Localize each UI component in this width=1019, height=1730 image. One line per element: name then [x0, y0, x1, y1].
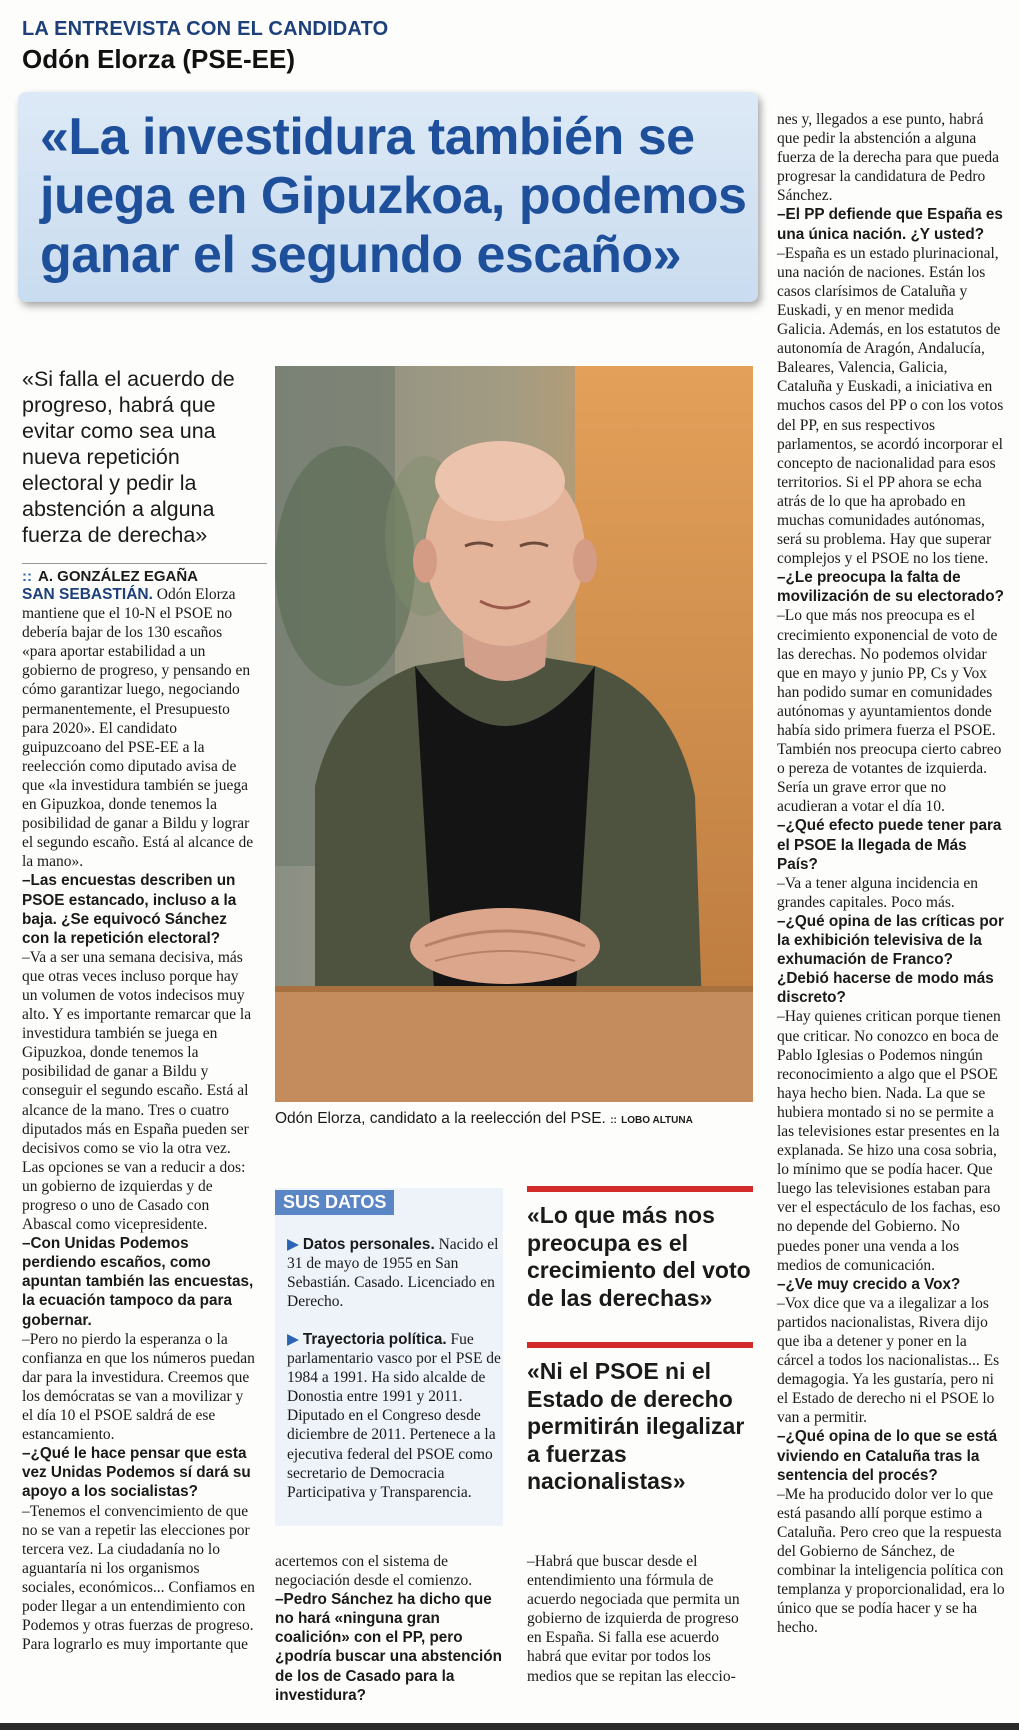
quote-divider — [527, 1186, 753, 1192]
highlight-quote: «Lo que más nos preocupa es el crecimiento del voto de las derechas» — [527, 1202, 751, 1311]
byline-author: A. GONZÁLEZ EGAÑA — [38, 568, 198, 585]
candidate-photo — [275, 366, 753, 1102]
lead-pullquote: «Si falla el acuerdo de progreso, habrá que evitar como sea una nueva repetición electoral y pedir la abstención a alguna fuerza de derecha» — [22, 367, 235, 547]
sus-datos-title: SUS DATOS — [275, 1190, 394, 1215]
headline: «La investidura también se juega en Gipuzkoa, podemos ganar el segundo escaño» — [40, 108, 747, 284]
triangle-bullet-icon: ▶ — [287, 1236, 299, 1253]
sus-datos-item — [287, 1330, 501, 1502]
sus-datos-text: Fue parlamentario vasco por el PSE de 1984 a 1991. Ha sido alcalde de Donostia entre 1991 y 2011. Diputado en el Congreso desde diciembre de 2011. Pertenece a la ejecutiva federal del PSOE como secretario de Democracia Participativa y Transparencia. — [287, 1331, 501, 1501]
question: –¿Ve muy crecido a Vox? — [777, 1275, 961, 1293]
answer: nes y, llegados a ese punto, habrá que pedir la abstención a alguna fuerza de la derecha para que pueda progresar la candidatura de Pedro Sánchez. — [777, 111, 1000, 205]
body-column-3 — [527, 1552, 755, 1686]
byline — [22, 563, 267, 585]
section-kicker: LA ENTREVISTA CON EL CANDIDATO — [22, 18, 389, 40]
question: –Pedro Sánchez ha dicho que no hará «ninguna gran coalición» con el PP, pero ¿podría buscar una abstención de los de Casado para la investidura? — [275, 1591, 502, 1704]
answer: –Habrá que buscar desde el entendimiento una fórmula de acuerdo negociada que permita un gobierno de izquierda de progreso en España. Si falla ese acuerdo habrá que evitar por todos los medios que se repitan las eleccio- — [527, 1553, 740, 1685]
answer: –España es un estado plurinacional, una nación de naciones. Están los casos clarísimos de Cataluña y Euskadi, y en menor medida Galicia. Además, en los estatutos de autonomía de Aragón, Andalucía, Baleares, Valencia, Galicia, Cataluña y Euskadi, a iniciativa en muchos casos del PP o con los votos del PP, en sus respectivos parlamentos, se acordó incorporar el concepto de nacionalidad para esos territorios. Si el PP ahora se echa atrás de lo que ha aprobado en muchas comunidades autónomas, será su problema. Hay que superar complejos y el PSOE no los tiene. — [777, 244, 1004, 568]
body-column-4 — [777, 110, 1006, 1638]
answer: –Lo que más nos preocupa es el crecimiento exponencial de voto de las derechas. No podemos olvidar que en mayo y junio PP, Cs y Vox han podido sumar en comunidades autónomas y ayuntamientos donde había sido primera fuerza el PSOE. También nos preocupa cierto cabreo o pereza de votantes de izquierda. Sería un grave error que no acudieran a votar el día 10. — [777, 607, 1002, 816]
sus-datos-text: Nacido el 31 de mayo de 1955 en San Sebastián. Casado. Licenciado en Derecho. — [287, 1236, 499, 1311]
question: –¿Le preocupa la falta de movilización de su electorado? — [777, 569, 1004, 606]
caption-text: Odón Elorza, candidato a la reelección del PSE. — [275, 1110, 606, 1127]
body-column-2 — [275, 1552, 505, 1705]
photo-credit: LOBO ALTUNA — [621, 1115, 693, 1126]
triangle-bullet-icon: ▶ — [287, 1331, 299, 1348]
answer: –Vox dice que va a ilegalizar a los partidos nacionalistas, Rivera dijo que iba a detener y poner en la cárcel a todos los nacionalistas... Es demagogia. Ya les gustaría, pero ni el Estado de derecho ni el PSOE lo van a permitir. — [777, 1294, 1000, 1427]
answer: –Pero no pierdo la esperanza o la confianza en que los números puedan dar para la investidura. Creemos que los demócratas se van a movilizar y el día 10 el PSOE saldrá de ese estancamiento. — [22, 1330, 255, 1444]
dateline-city: SAN SEBASTIÁN. — [22, 586, 153, 603]
question: –¿Qué efecto puede tener para el PSOE la llegada de Más País? — [777, 817, 1002, 873]
answer: –Va a ser una semana decisiva, más que otras veces incluso porque hay un volumen de votos indecisos muy alto. Y es importante remarcar que la investidura también se juega en Gipuzkoa, donde tenemos la posibilidad de ganar a Bildu y conseguir el segundo escaño. Está al alcance de la mano. Tres o cuatro diputados más en España pueden ser decisivos como se vio la otra vez. Las opciones se van a reducir a dos: un gobierno de izquierdas y de progreso o uno de Casado con Abascal como vicepresidente. — [22, 948, 252, 1234]
question: –Las encuestas describen un PSOE estancado, incluso a la baja. ¿Se equivocó Sánchez con la repetición electoral? — [22, 872, 237, 947]
byline-marker: :: — [22, 568, 32, 585]
highlight-quote: «Ni el PSOE ni el Estado de derecho permitirán ilegalizar a fuerzas nacionalistas» — [527, 1358, 745, 1494]
sus-datos-label: Trayectoria política. — [302, 1331, 447, 1348]
sus-datos-label: Datos personales. — [302, 1236, 435, 1253]
quote-divider — [527, 1342, 753, 1348]
question: –El PP defiende que España es una única nación. ¿Y usted? — [777, 206, 1003, 243]
lead-paragraph: Odón Elorza mantiene que el 10-N el PSOE no debería bajar de los 130 escaños «para aportar estabilidad a un gobierno de progreso, y pensando en cómo garantizar luego, negociando permanentemente, el Presupuesto para 2020». El candidato guipuzcoano del PSE-EE a la reelección como diputado avisa de que «la investidura también se juega en Gipuzkoa, donde tenemos la posibilidad de ganar a Bildu y lograr el segundo escaño. Está al alcance de la mano». — [22, 586, 254, 871]
answer: –Me ha producido dolor ver lo que está pasando allí porque estimo a Cataluña. Pero creo que la respuesta del Gobierno de Sánchez, de combinar la inteligencia política con templanza y proporcionalidad, era lo único que se podía hacer y se ha hecho. — [777, 1485, 1005, 1637]
photo-illustration — [275, 366, 753, 1102]
question: –Con Unidas Podemos perdiendo escaños, como apuntan también las encuestas, la ecuación tampoco da para gobernar. — [22, 1235, 254, 1329]
question: –¿Qué le hace pensar que esta vez Unidas Podemos sí dará su apoyo a los socialistas? — [22, 1445, 251, 1501]
answer: acertemos con el sistema de negociación desde el comienzo. — [275, 1553, 473, 1590]
page-bottom-rule — [0, 1723, 1019, 1730]
question: –¿Qué opina de lo que se está viviendo en Cataluña tras la sentencia del procés? — [777, 1428, 998, 1484]
sus-datos-item — [287, 1235, 501, 1311]
interview-subject: Odón Elorza (PSE-EE) — [22, 44, 296, 74]
answer: –Hay quienes critican porque tienen que criticar. No conozco en boca de Pablo Iglesias o Podemos ningún reconocimiento a algo que el PSOE haya hecho bien. Nada. La que se hubiera montado si no se permite a las televisiones estar presentes en la explanada. Se hizo una cosa sobria, lo mínimo que se podía hacer. Que luego las televisiones estaban para ver el espectáculo de los fachas, eso no depende del Gobierno. No puedes poner una venda a los medios de comunicación. — [777, 1008, 1001, 1274]
credit-marker: :: — [610, 1115, 617, 1126]
answer: –Va a tener alguna incidencia en grandes capitales. Poco más. — [777, 874, 978, 911]
question: –¿Qué opina de las críticas por la exhibición televisiva de la exhumación de Franco? ¿Debió hacerse de modo más discreto? — [777, 912, 1004, 1007]
photo-caption — [275, 1110, 753, 1128]
answer: –Tenemos el convencimiento de que no se van a repetir las elecciones por tercera vez. La ciudadanía no lo aguantaría ni los organismos sociales, económicos... Confiamos en poder llegar a un entendimiento con Podemos y otras fuerzas de progreso. Para lograrlo es muy importante que — [22, 1502, 255, 1654]
body-column-1 — [22, 585, 256, 1654]
